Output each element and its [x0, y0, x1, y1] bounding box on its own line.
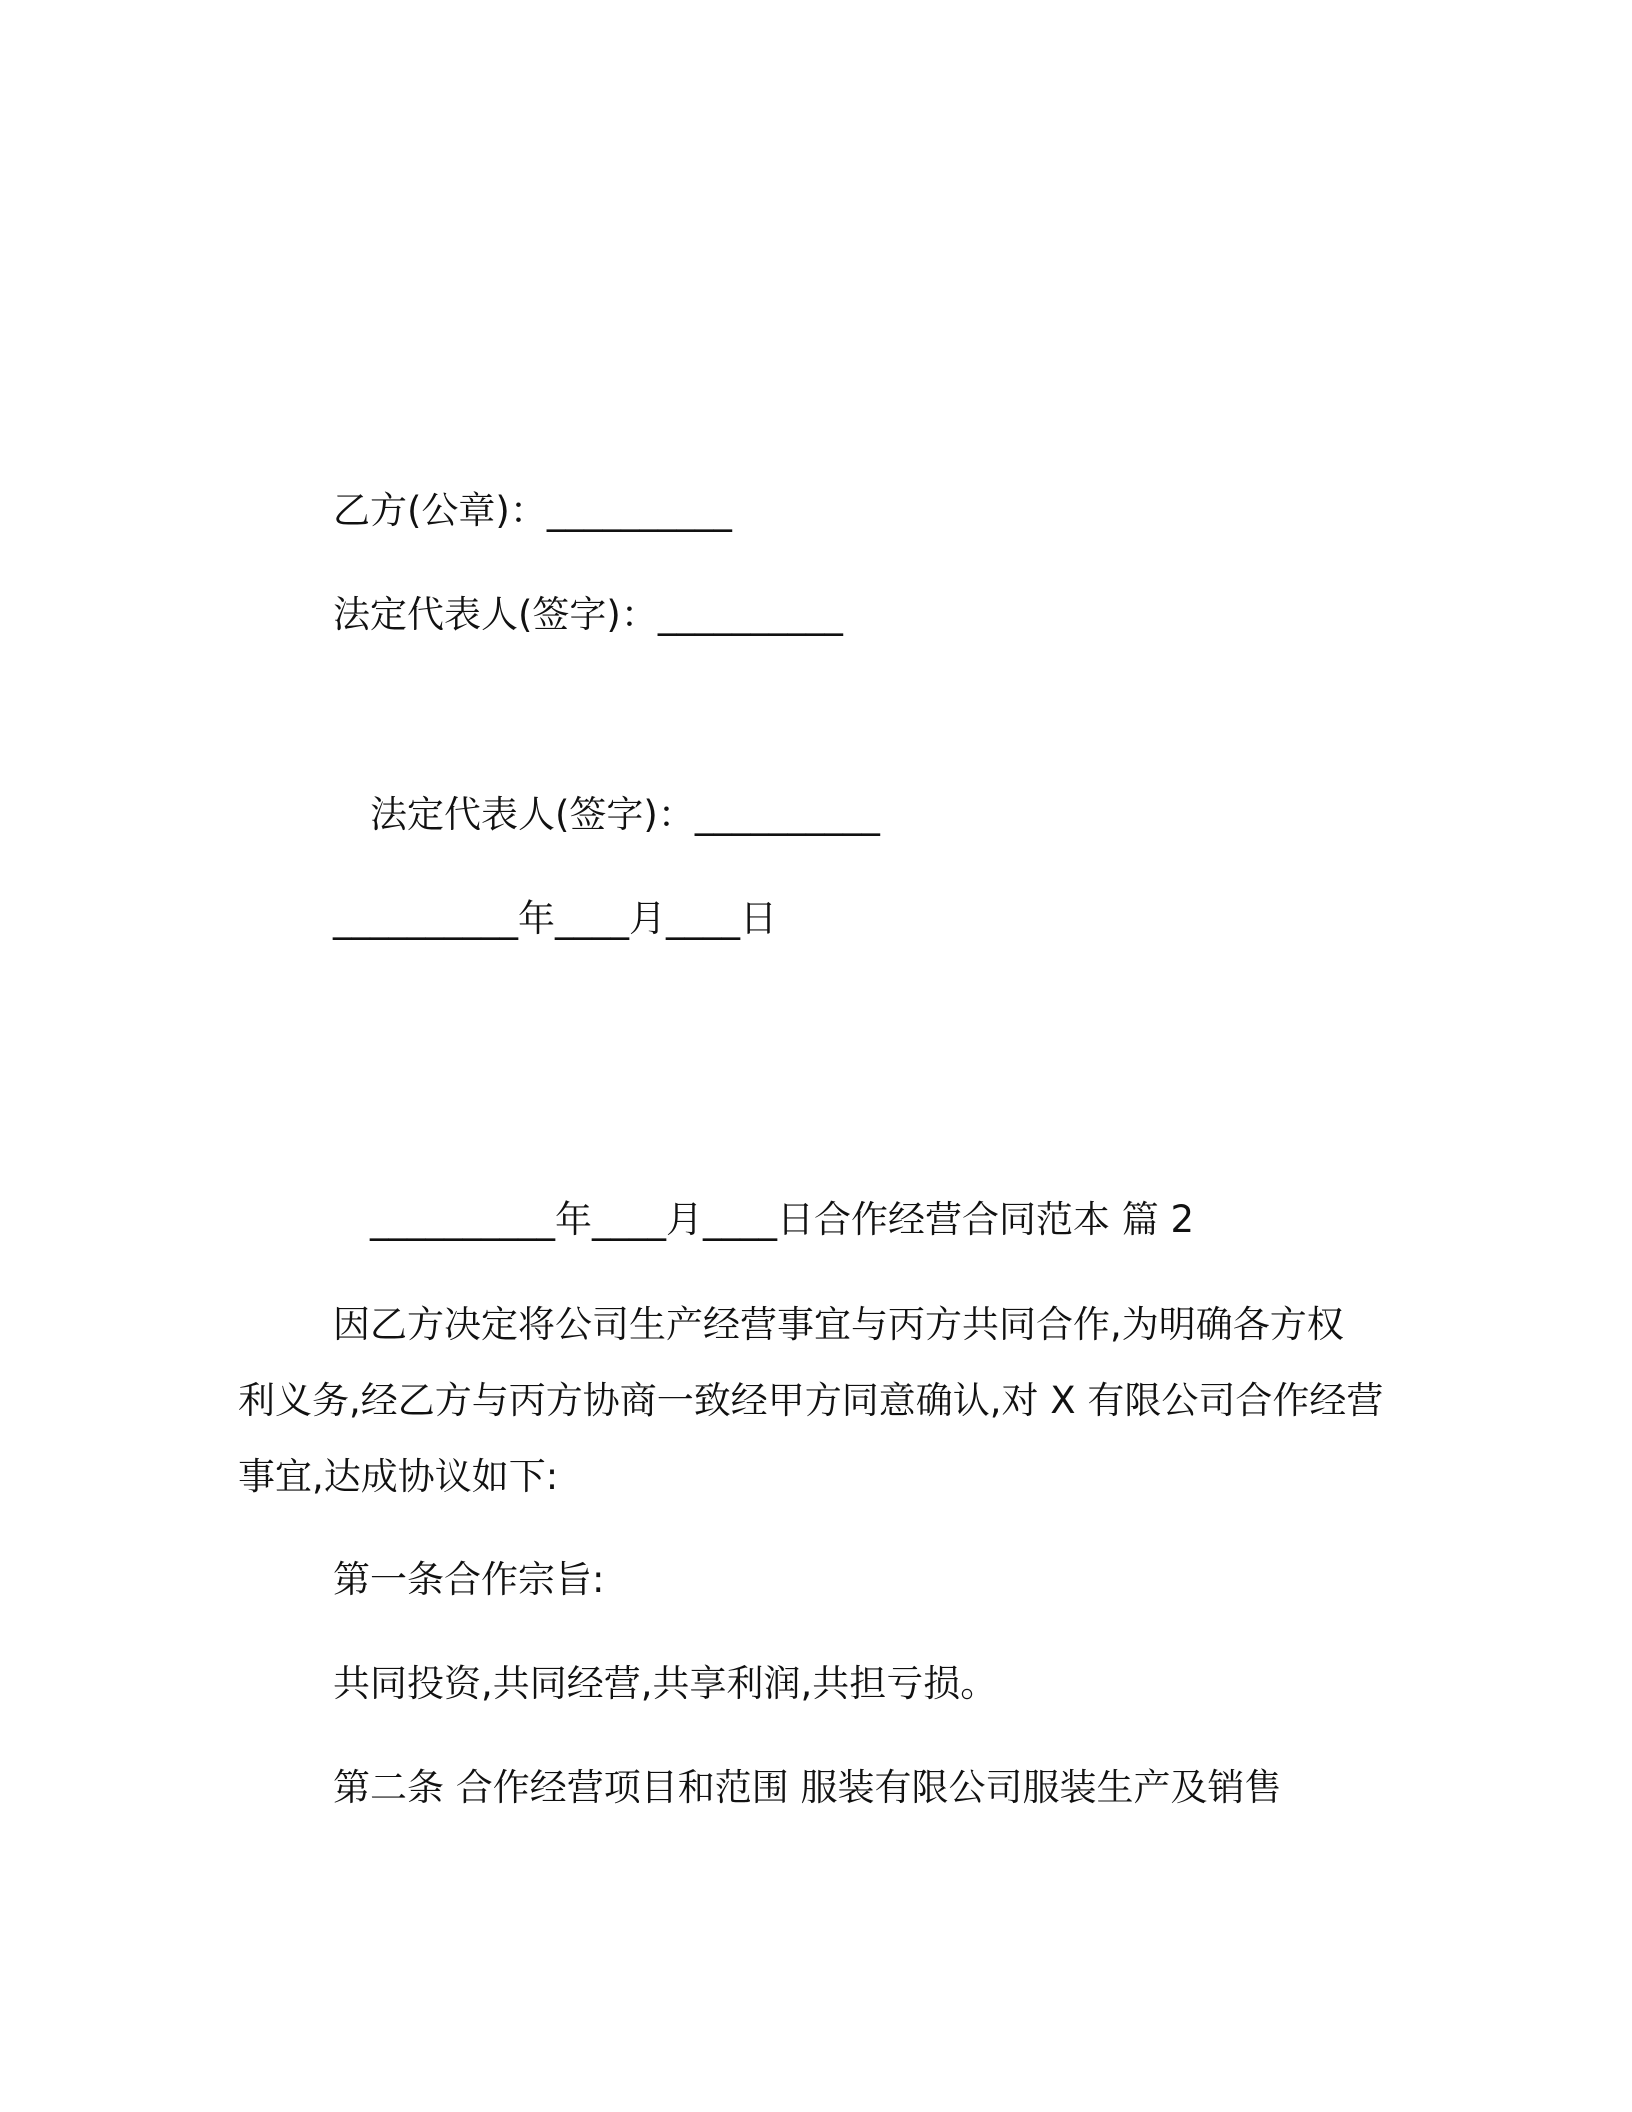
- article-2-title: 第二条 合作经营项目和范围 服装有限公司服装生产及销售: [333, 1766, 1282, 1809]
- party-b-seal-line: 乙方(公章)：__________: [333, 489, 732, 532]
- intro-paragraph-line-3: 事宜,达成协议如下:: [238, 1455, 559, 1498]
- article-1-body: 共同投资,共同经营,共享利润,共担亏损。: [333, 1662, 998, 1705]
- intro-paragraph-line-2: 利义务,经乙方与丙方协商一致经甲方同意确认,对 X 有限公司合作经营: [238, 1379, 1384, 1422]
- legal-representative-line-2: 法定代表人(签字)：__________: [370, 793, 880, 836]
- section-heading: __________年____月____日合作经营合同范本 篇 2: [370, 1198, 1195, 1241]
- legal-representative-line: 法定代表人(签字)：__________: [333, 593, 843, 636]
- article-1-title: 第一条合作宗旨:: [333, 1558, 605, 1601]
- signature-date-line: __________年____月____日: [333, 897, 777, 940]
- intro-paragraph-line-1: 因乙方决定将公司生产经营事宜与丙方共同合作,为明确各方权: [333, 1303, 1344, 1346]
